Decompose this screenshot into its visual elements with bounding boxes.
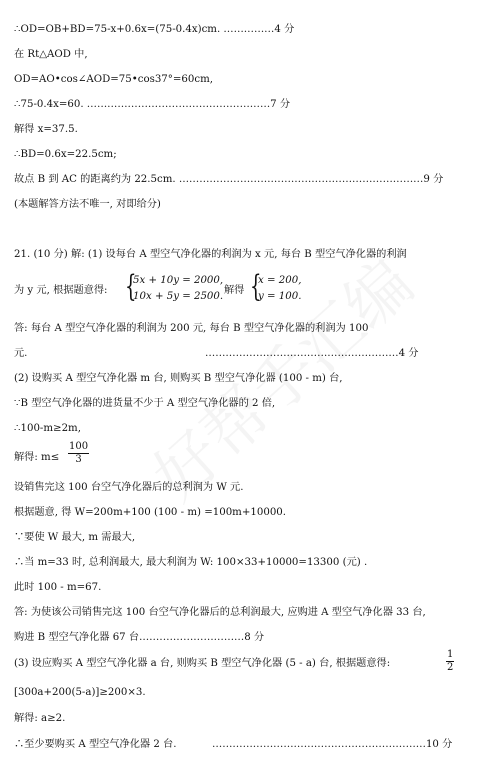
text-line-6: ∴BD=0.6x=22.5cm; (14, 149, 117, 160)
text-line-25: [300a+200(5-a)]≥200×3. (14, 687, 146, 698)
text-line-8: (本题解答方法不唯一, 对即给分) (14, 199, 161, 210)
text-line-11: 答: 每台 A 型空气净化器的利润为 200 元, 每台 B 型空气净化器的利润为 100 (14, 323, 369, 334)
fraction-numerator: 100 (69, 441, 89, 452)
text-line-13: (2) 设购买 A 型空气净化器 m 台, 则购买 B 型空气净化器 (100 - m) 台, (14, 373, 343, 384)
text-line-7: 故点 B 到 AC 的距离约为 22.5cm. ………………………………………………………………9 分 (14, 174, 444, 185)
text-line-10a: 为 y 元, 根据题意得: (14, 285, 108, 296)
text-line-3: OD=AO•cos∠AOD=75•cos37°=60cm, (14, 74, 213, 85)
text-line-23: 购进 B 型空气净化器 67 台.…………………………8 分 (14, 632, 265, 643)
text-line-20: ∴当 m=33 时, 总利润最大, 最大利润为 W: 100×33+10000=13300 (元) . (14, 557, 368, 568)
system2-eq2: y = 100. (258, 291, 302, 302)
fraction-1-over-2 (446, 649, 454, 674)
equation-system-2 (250, 269, 320, 305)
text-line-19: ∵要使 W 最大, m 需最大, (14, 532, 136, 543)
text-line-5: 解得 x=37.5. (14, 124, 78, 135)
system1-eq2: 10x + 5y = 2500. (133, 291, 224, 302)
text-line-12a: 元. (14, 348, 28, 359)
system1-eq1: 5x + 10y = 2000, (133, 275, 224, 286)
system2-eq1: x = 200, (258, 275, 302, 286)
fraction-numerator: 1 (447, 649, 454, 660)
text-line-27a: ∴至少要购买 A 型空气净化器 2 台. (14, 739, 177, 750)
brace-icon: { (250, 269, 262, 304)
text-line-22: 答: 为使该公司销售完这 100 台空气净化器后的总利润最大, 应购进 A 型空气净化器 33 台, (14, 607, 426, 618)
brace-icon: { (125, 269, 137, 304)
fraction-100-over-3 (68, 441, 89, 466)
text-line-1: ∴OD=OB+BD=75-x+0.6x=(75-0.4x)cm. ……………4 分 (14, 24, 295, 35)
text-line-26: 解得: a≥2. (14, 713, 66, 724)
fraction-denominator: 2 (447, 662, 454, 673)
text-line-27b: ………………………………………………………10 分 (212, 739, 453, 750)
text-line-21: 此时 100 - m=67. (14, 582, 102, 593)
text-line-16: 解得: m≤ (14, 452, 60, 463)
text-line-17: 设销售完这 100 台空气净化器后的总利润为 W 元. (14, 482, 244, 493)
text-line-24: (3) 设应购买 A 型空气净化器 a 台, 则购买 B 型空气净化器 (5 - a) 台, 根据题意得: (14, 658, 391, 669)
text-line-15: ∴100-m≥2m, (14, 423, 81, 434)
text-line-18: 根据题意, 得 W=200m+100 (100 - m) =100m+10000. (14, 507, 287, 518)
text-line-12b: …………………………………………………4 分 (205, 348, 419, 359)
question-21-header: 21. (10 分) 解: (1) 设每台 A 型空气净化器的利润为 x 元, 每台 B 型空气净化器的利润 (14, 249, 407, 260)
text-line-2: 在 Rt△AOD 中, (14, 49, 88, 60)
fraction-denominator: 3 (75, 454, 82, 465)
text-line-14: ∵B 型空气净化器的进货量不少于 A 型空气净化器的 2 倍, (14, 398, 276, 409)
text-line-4: ∴75-0.4x=60. ………………………………………………7 分 (14, 99, 291, 110)
text-line-10b: 解得 (224, 285, 245, 296)
